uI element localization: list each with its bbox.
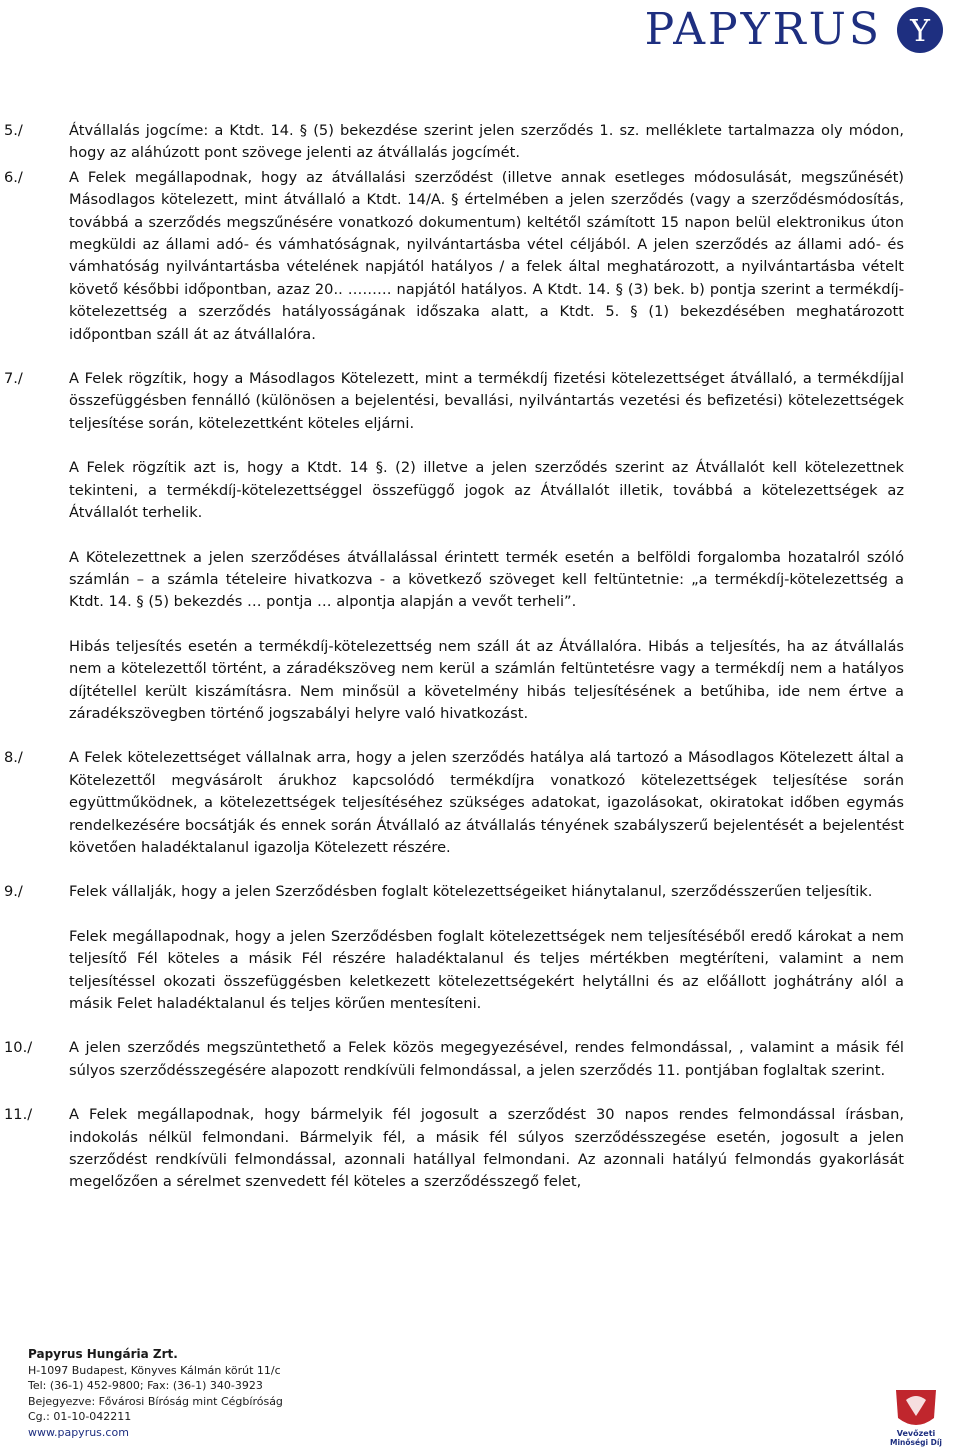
paragraph: A Felek kötelezettséget vállalnak arra, hogy a jelen szerződés hatálya alá tartozó a Másodlagos Kötelezett által a Kötelezettől megvásárolt árukhoz kapcsolódó termékdíjra vonatkozó kötelezettségek teljesítése során együttműködnek, a kötelezettségek teljesítéséhez szükséges adatokat, igazolásokat, okiratokat időben egymás rendelkezésére bocsátják és ennek során Átvállaló az átvállalás tényének szabályszerű bejelentését a bejelentést követően haladéktalanul igazolja Kötelezett részére. — [69, 749, 904, 856]
section-number: 6./ — [4, 168, 23, 186]
footer-registry: Bejegyezve: Fővárosi Bíróság mint Cégbíróság — [28, 1394, 283, 1408]
paragraph: A Felek rögzítik, hogy a Másodlagos Kötelezett, mint a termékdíj fizetési kötelezettséget átvállaló, a termékdíjjal összefüggésben fennálló (különösen a bejelentési, bevallási, nyilvántartás vezetési és befizetési) kötelezettségek teljesítése során, kötelezettként köteles eljárni. — [69, 370, 904, 432]
paragraph: Hibás teljesítés esetén a termékdíj-kötelezettség nem száll át az Átvállalóra. Hibás a teljesítés, ha az átvállalás nem a kötelezettől történt, a záradékszöveg nem kerül a számlán feltüntetésre vagy a termékdíj nem a hatályos díjtétellel került kiszámításra. Nem minősül a követelmény hibás teljesítésének a betűhiba, ide nem értve a záradékszövegben történő jogszabályi helyre való hivatkozást. — [69, 637, 904, 722]
badge-line-1: Vevőzeti — [896, 1429, 936, 1438]
footer-website[interactable]: www.papyrus.com — [28, 1425, 129, 1439]
paragraph: A jelen szerződés megszüntethető a Felek közös megegyezésével, rendes felmondással, , valamint a másik fél súlyos szerződésszegésére alapozott rendkívüli felmondással, a jelen szerződés 11. pontjában foglaltak szerint. — [69, 1039, 904, 1079]
footer — [28, 1347, 283, 1440]
paragraph: A Kötelezettnek a jelen szerződéses átvállalással érintett termék esetén a belföldi forgalomba hozatalról szóló számlán – a számla tételeire hivatkozva - a következő szöveget kell feltüntetnie: „a termékdíj-kötelezettség a Ktdt. 14. § (5) bekezdés … pontja … alpontja alapján a vevőt terheli”. — [69, 548, 904, 611]
quality-award-badge-icon — [886, 1386, 946, 1448]
logo-mark: Y — [910, 14, 930, 49]
paragraph: Felek megállapodnak, hogy a jelen Szerződésben foglalt kötelezettségek nem teljesítéséből eredő károkat a nem teljesítő Fél köteles a másik Fél részére haladéktalanul és teljes mértékben megtéríteni, valamint a nem teljesítéssel okozati összefüggésben keletkezett kötelezettségekért helytállni és az előállott joghátrány alól a másik Felet haladéktalanul és teljes körűen mentesíteni. — [69, 927, 904, 1012]
paragraph: Átvállalás jogcíme: a Ktdt. 14. § (5) bekezdése szerint jelen szerződés 1. sz. melléklete tartalmazza oly módon, hogy az aláhúzott pont szövege jelenti az átvállalás jogcímét. — [69, 122, 904, 162]
papyrus-logo — [645, 6, 944, 54]
section-number: 10./ — [4, 1039, 33, 1057]
footer-address: H-1097 Budapest, Könyves Kálmán körút 11/c — [28, 1363, 281, 1377]
section-11 — [0, 1104, 960, 1194]
document-body — [0, 120, 960, 1194]
section-9 — [0, 881, 960, 1037]
badge-line-2: Minőségi Díj — [890, 1438, 942, 1447]
paragraph: A Felek megállapodnak, hogy az átvállalási szerződést (illetve annak esetleges módosulását, megszűnését) Másodlagos kötelezett, mint átvállaló a Ktdt. 14/A. § értelmében a jelen szerződés (vagy a szerződésmódosítás, továbbá a szerződés megszűnésére vonatkozó dokumentum) keltétől számított 15 napon belül elektronikus úton megküldi az állami adó- és vámhatóságnak, nyilvántartásba vétel céljából. A jelen szerződés az állami adó- és vámhatóság nyilvántartásba vételének napjától hatályos / a felek által meghatározott, a nyilvántartásba vételt követő későbbi időpontban, azaz 20.. ……… napjától hatályos. A Ktdt. 14. § (3) bek. b) pontja szerint a termékdíj-kötelezettség a szerződés hatályosságának időszaka alatt, a Ktdt. 5. § (1) bekezdésében meghatározott időpontban száll át az átvállalóra. — [69, 168, 904, 343]
paragraph: Felek vállalják, hogy a jelen Szerződésben foglalt kötelezettségeiket hiánytalanul, szerződésszerűen teljesítik. — [69, 883, 873, 901]
footer-company: Papyrus Hungária Zrt. — [28, 1347, 178, 1361]
footer-phone: Tel: (36-1) 452-9800; Fax: (36-1) 340-3923 — [28, 1379, 263, 1392]
paragraph: A Felek megállapodnak, hogy bármelyik fél jogosult a szerződést 30 napos rendes felmondással írásban, indokolás nélkül felmondani. Bármelyik fél, a másik fél súlyos szerződésszegése esetén, jogosult a jelen szerződést rendkívüli felmondással, azonnali hatállyal felmondani. Az azonnali hatályú felmondás gyakorlását megelőzően a sérelmet szenvedett fél köteles a szerződésszegő felet, — [69, 1106, 904, 1191]
section-number: 8./ — [4, 749, 23, 767]
section-number: 9./ — [4, 883, 23, 901]
logo-text: PAPYRUS — [644, 4, 882, 55]
papyrus-emblem-icon — [896, 6, 944, 54]
section-7 — [0, 368, 960, 747]
paragraph: A Felek rögzítik azt is, hogy a Ktdt. 14 §. (2) illetve a jelen szerződés szerint az Átvállalót kell kötelezettnek tekinteni, a termékdíj-kötelezettséggel összefüggő jogok az Átvállalót illetik, továbbá a kötelezettségek az Átvállalót terhelik. — [69, 459, 904, 522]
section-6 — [0, 167, 960, 368]
section-number: 5./ — [4, 122, 23, 139]
section-8 — [0, 747, 960, 881]
footer-company-id: Cg.: 01-10-042211 — [28, 1410, 132, 1423]
section-number: 11./ — [4, 1106, 33, 1124]
section-number: 7./ — [4, 370, 23, 388]
section-10 — [0, 1037, 960, 1104]
section-5 — [0, 120, 960, 167]
